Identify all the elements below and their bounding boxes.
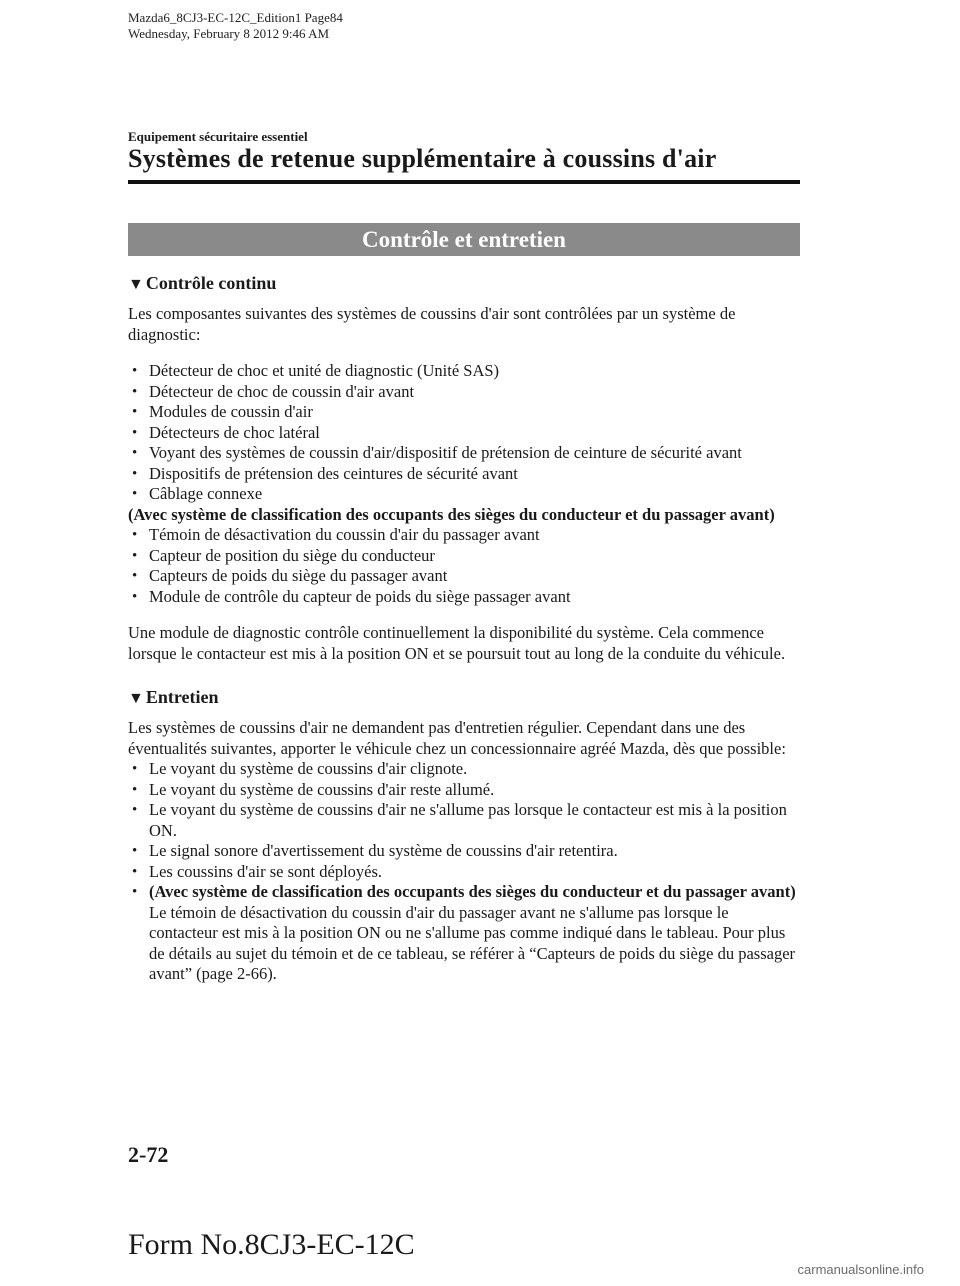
triangle-marker-icon: ▼ (128, 276, 144, 293)
list-item: • Module de contrôle du capteur de poids du siège passager avant (128, 587, 800, 608)
list-item: • Dispositifs de prétension des ceintures de sécurité avant (128, 464, 800, 485)
heading-control-text: Contrôle continu (145, 273, 277, 293)
list-item-body: Le témoin de désactivation du coussin d'air du passager avant ne s'allume pas lorsque le contacteur est mis à la position ON ou ne s'allume pas comme indiqué dans le tableau. Pour plus de détails au sujet du témoin et de ce tableau, se référer à “Capteurs de poids du siège du passager avant” (page 2-66). (149, 902, 796, 983)
print-metadata-line-2: Wednesday, February 8 2012 9:46 AM (128, 26, 330, 41)
list-item: • Le voyant du système de coussins d'air ne s'allume pas lorsque le contacteur est mis à la position ON. (128, 800, 800, 841)
list-item: • Câblage connexe (128, 484, 800, 505)
triangle-marker-icon: ▼ (128, 690, 144, 707)
maintenance-conditions-list (128, 759, 800, 985)
title-rule (128, 180, 800, 184)
list-item: • Détecteurs de choc latéral (128, 423, 800, 444)
list-item (128, 882, 800, 985)
occupant-classification-subheading: (Avec système de classification des occupants des sièges du conducteur et du passager avant) (128, 504, 775, 524)
list-item: • Détecteur de choc et unité de diagnostic (Unité SAS) (128, 361, 800, 382)
heading-maintenance (128, 684, 800, 712)
print-metadata-line-1: Mazda6_8CJ3-EC-12C_Edition1 Page84 (128, 10, 343, 25)
occupant-classification-list (128, 525, 800, 607)
page-number: 2-72 (128, 1142, 169, 1167)
monitored-components-list (128, 361, 800, 505)
list-item: • Le voyant du système de coussins d'air reste allumé. (128, 780, 800, 801)
list-item: • Le voyant du système de coussins d'air clignote. (128, 759, 800, 780)
heading-maintenance-text: Entretien (145, 687, 219, 707)
list-item: • Témoin de désactivation du coussin d'air du passager avant (128, 525, 800, 546)
print-metadata (128, 10, 343, 42)
watermark-link[interactable]: carmanualsonline.info (797, 1262, 924, 1277)
maintenance-intro: Les systèmes de coussins d'air ne demandent pas d'entretien régulier. Cependant dans une des éventualités suivantes, apporter le véhicule chez un concessionnaire agréé Mazda, dès que possible: (128, 718, 786, 758)
control-intro: Les composantes suivantes des systèmes de coussins d'air sont contrôlées par un système de diagnostic: (128, 304, 736, 344)
section-label: Equipement sécuritaire essentiel (128, 129, 308, 144)
list-item: • Capteurs de poids du siège du passager avant (128, 566, 800, 587)
list-item: • Capteur de position du siège du conducteur (128, 546, 800, 567)
list-item: • Le signal sonore d'avertissement du système de coussins d'air retentira. (128, 841, 800, 862)
chapter-banner: Contrôle et entretien (128, 223, 800, 256)
control-outro: Une module de diagnostic contrôle continuellement la disponibilité du système. Cela commence lorsque le contacteur est mis à la position ON et se poursuit tout au long de la conduite du véhicule. (128, 623, 786, 663)
list-item-bold-lead: (Avec système de classification des occupants des sièges du conducteur et du passager avant) (149, 882, 796, 901)
list-item: • Les coussins d'air se sont déployés. (128, 862, 800, 883)
section-title: Systèmes de retenue supplémentaire à coussins d'air (128, 144, 717, 173)
list-item: • Détecteur de choc de coussin d'air avant (128, 382, 800, 403)
form-number: Form No.8CJ3-EC-12C (128, 1228, 415, 1261)
heading-control (128, 270, 800, 298)
page-content (128, 270, 800, 985)
list-item: • Voyant des systèmes de coussin d'air/dispositif de prétension de ceinture de sécurité avant (128, 443, 800, 464)
list-item: • Modules de coussin d'air (128, 402, 800, 423)
